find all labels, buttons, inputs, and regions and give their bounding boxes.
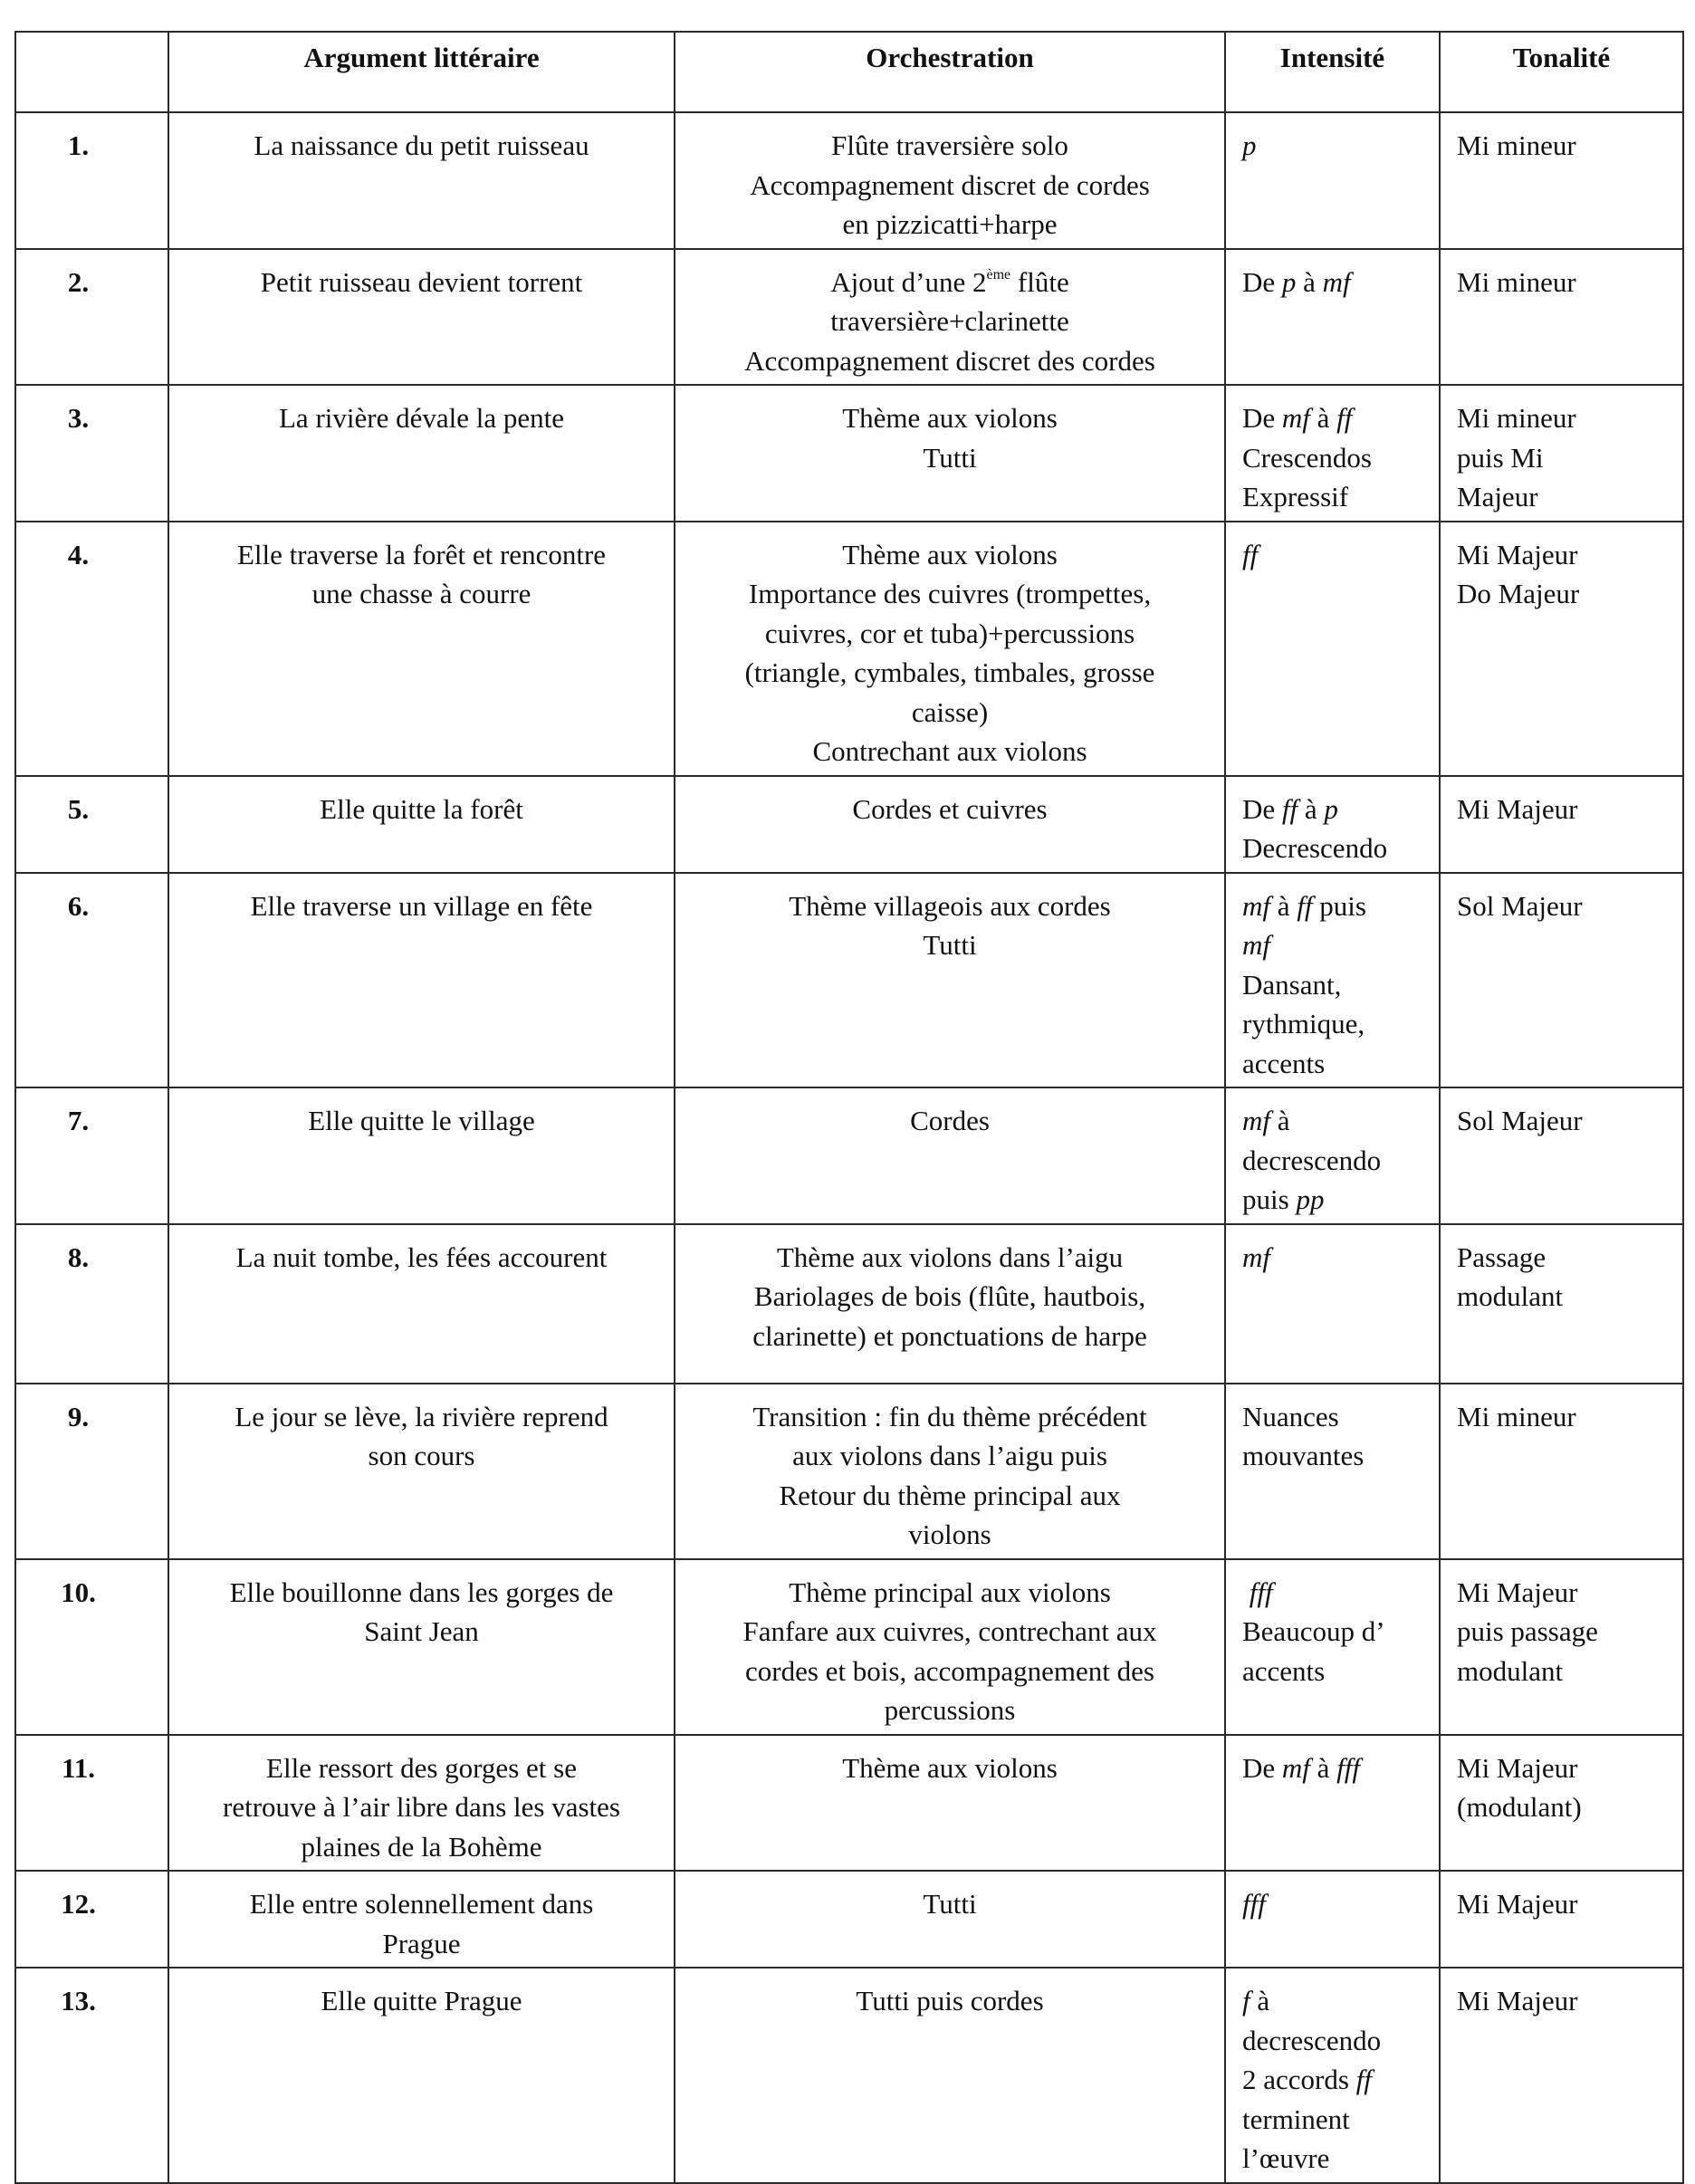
tonalite-line: modulant [1457,1280,1564,1312]
table-row [15,1559,1683,1735]
orchestration-line: Tutti [923,441,977,474]
dynamic-marking: f [1242,1985,1250,2016]
tonalite-line: Passage [1457,1240,1547,1273]
tonalite-line: Sol Majeur [1457,889,1583,922]
orchestration-line: Thème villageois aux cordes [789,889,1111,922]
table-row [15,1735,1683,1872]
argument-cell [168,1384,675,1559]
orchestration-line: cordes et bois, accompagnement des [745,1654,1154,1687]
table-row [15,1384,1683,1559]
argument-cell [168,112,675,249]
orchestration-line: Tutti puis cordes [856,1985,1044,2016]
argument-line: Petit ruisseau devient torrent [260,265,583,298]
orchestration-line: Thème principal aux violons [789,1576,1111,1608]
dynamic-marking: ff [1297,889,1313,922]
orchestration-cell [675,1559,1225,1735]
argument-line: La naissance du petit ruisseau [254,129,589,161]
argument-cell [168,776,675,873]
orchestration-cell [675,385,1225,522]
dynamic-marking: fff [1336,1751,1361,1784]
intensite-line: accents [1242,1047,1326,1079]
dynamic-marking: p [1242,129,1257,161]
argument-cell [168,522,675,776]
symphonic-poem-table [14,31,1684,2184]
row-number: 4. [15,522,168,776]
orchestration-line: Retour du thème principal aux [779,1479,1121,1511]
table-row [15,1224,1683,1384]
argument-line: Elle quitte la forêt [320,792,523,825]
tonalite-line: puis passage [1457,1615,1598,1647]
intensite-line: decrescendo [1242,2024,1382,2056]
orchestration-line: Transition : fin du thème précédent [752,1400,1147,1432]
orchestration-line: Fanfare aux cuivres, contrechant aux [742,1615,1157,1647]
intensite-line: l’œuvre [1242,2142,1330,2174]
dynamic-marking: p [1324,792,1338,825]
orchestration-cell [675,1087,1225,1224]
orchestration-line: aux violons dans l’aigu puis [792,1440,1107,1471]
orchestration-line: caisse) [911,695,989,728]
row-number: 12. [15,1871,168,1968]
argument-line: Elle quitte Prague [321,1985,522,2016]
table-row [15,385,1683,522]
row-number: 7. [15,1087,168,1224]
header-tonalite: Tonalité [1440,32,1683,112]
table-row [15,1871,1683,1968]
intensite-line: Dansant, [1242,968,1342,1001]
orchestration-cell [675,873,1225,1088]
intensite-cell: mf à ff puis mf Dansant, rythmique, accents [1225,873,1440,1088]
intensite-cell: De ff à p Decrescendo [1225,776,1440,873]
orchestration-line: traversière+clarinette [830,305,1069,337]
dynamic-marking: mf [1242,929,1270,961]
tonalite-cell [1440,1735,1683,1872]
row-number: 6. [15,873,168,1088]
row-number: 5. [15,776,168,873]
document-page [14,31,1682,2184]
argument-line: une chasse à courre [311,578,531,609]
argument-line: Elle traverse un village en fête [250,889,593,922]
intensite-line: Beaucoup d’ [1242,1615,1385,1647]
intensite-line: Expressif [1242,481,1349,512]
orchestration-line: violons [908,1518,991,1550]
dynamic-marking: ff [1336,402,1353,434]
argument-cell [168,1735,675,1872]
tonalite-cell [1440,1087,1683,1224]
tonalite-line: Mi Majeur [1457,1888,1578,1920]
argument-line: Elle ressort des gorges et se [266,1751,577,1784]
orchestration-line: Tutti [923,1888,977,1920]
table-row [15,776,1683,873]
dynamic-marking: mf [1242,1105,1270,1136]
dynamic-marking: mf [1281,402,1310,434]
argument-cell [168,1871,675,1968]
intensite-cell [1225,1224,1440,1384]
tonalite-line: Mi Majeur [1457,1576,1578,1608]
orchestration-cell [675,1224,1225,1384]
orchestration-cell [675,112,1225,249]
argument-line: retrouve à l’air libre dans les vastes [223,1791,620,1823]
tonalite-cell [1440,112,1683,249]
table-row [15,1968,1683,2183]
argument-line: son cours [368,1440,475,1471]
orchestration-line: en pizzicatti+harpe [842,208,1058,240]
argument-line: Le jour se lève, la rivière reprend [235,1400,608,1432]
dynamic-marking: fff [1249,1576,1273,1608]
tonalite-cell [1440,873,1683,1088]
dynamic-marking: mf [1281,1751,1310,1784]
tonalite-cell [1440,385,1683,522]
orchestration-cell [675,1871,1225,1968]
tonalite-line: (modulant) [1457,1791,1582,1823]
orchestration-cell [675,1384,1225,1559]
argument-line: Saint Jean [364,1615,479,1647]
tonalite-cell [1440,249,1683,386]
intensite-cell [1225,522,1440,776]
orchestration-cell [675,776,1225,873]
row-number: 1. [15,112,168,249]
tonalite-line: puis Mi [1457,441,1544,474]
dynamic-marking: ff [1355,2064,1372,2095]
table-row [15,249,1683,386]
table-row [15,112,1683,249]
dynamic-marking: ff [1242,538,1259,570]
intensite-line: Nuances [1242,1400,1339,1432]
intensite-line: decrescendo [1242,1144,1382,1176]
tonalite-line: Mi mineur [1457,265,1576,298]
orchestration-line: (triangle, cymbales, timbales, grosse [744,656,1155,688]
argument-cell [168,1968,675,2183]
intensite-cell: De mf à ff Crescendos Expressif [1225,385,1440,522]
orchestration-cell [675,522,1225,776]
table-row [15,1087,1683,1224]
header-argument: Argument littéraire [168,32,675,112]
intensite-line: accents [1242,1654,1326,1687]
tonalite-cell [1440,1968,1683,2183]
orchestration-line: Cordes et cuivres [852,792,1048,825]
row-number: 9. [15,1384,168,1559]
tonalite-line: modulant [1457,1654,1564,1687]
orchestration-line: cuivres, cor et tuba)+percussions [764,617,1135,649]
header-num [15,32,168,112]
argument-cell [168,873,675,1088]
orchestration-line: Tutti [923,929,977,961]
tonalite-line: Mi mineur [1457,402,1576,434]
orchestration-line: Cordes [910,1105,990,1136]
argument-cell [168,1559,675,1735]
tonalite-line: Mi Majeur [1457,538,1578,570]
dynamic-marking: mf [1322,265,1351,298]
dynamic-marking: p [1281,265,1297,298]
orchestration-line: Bariolages de bois (flûte, hautbois, [753,1280,1146,1312]
argument-line: Elle bouillonne dans les gorges de [229,1576,614,1608]
tonalite-cell [1440,522,1683,776]
superscript: ème [986,266,1011,283]
tonalite-line: Mi Majeur [1457,1751,1578,1784]
orchestration-line: Thème aux violons [842,1751,1058,1784]
header-intensite: Intensité [1225,32,1440,112]
intensite-cell [1225,1384,1440,1559]
tonalite-cell [1440,1871,1683,1968]
orchestration-line: Thème aux violons dans l’aigu [776,1240,1124,1273]
intensite-cell: De mf à fff [1225,1735,1440,1872]
intensite-cell: De p à mf [1225,249,1440,386]
argument-line: La rivière dévale la pente [279,402,564,434]
intensite-line: rythmique, [1242,1008,1365,1039]
row-number: 10. [15,1559,168,1735]
dynamic-marking: pp [1296,1183,1325,1215]
intensite-line: Decrescendo [1242,832,1388,864]
orchestration-cell [675,249,1225,386]
argument-cell [168,1224,675,1384]
row-number: 8. [15,1224,168,1384]
table-row [15,522,1683,776]
argument-line: Elle quitte le village [308,1105,535,1136]
tonalite-line: Mi mineur [1457,129,1576,161]
orchestration-line: Flûte traversière solo [831,129,1068,161]
argument-line: Elle entre solennellement dans [249,1888,594,1920]
orchestration-line: Importance des cuivres (trompettes, [748,578,1152,609]
argument-line: Prague [382,1927,461,1959]
intensite-cell [1225,1559,1440,1735]
orchestration-line: Contrechant aux violons [812,735,1087,767]
tonalite-line: Majeur [1457,481,1538,512]
orchestration-line: Accompagnement discret des cordes [744,344,1155,377]
tonalite-cell [1440,1384,1683,1559]
tonalite-line: Sol Majeur [1457,1105,1583,1136]
tonalite-line: Do Majeur [1457,578,1580,609]
orchestration-line: Thème aux violons [842,538,1058,570]
dynamic-marking: mf [1242,1240,1270,1273]
dynamic-marking: fff [1242,1888,1266,1920]
intensite-cell: mf à decrescendo puis pp [1225,1087,1440,1224]
intensite-cell: f à decrescendo 2 accords ff terminent l’œuvre [1225,1968,1440,2183]
orchestration-line: Ajout d’une 2ème flûte [830,265,1069,298]
tonalite-cell [1440,776,1683,873]
row-number: 3. [15,385,168,522]
row-number: 13. [15,1968,168,2183]
intensite-line: Crescendos [1242,441,1372,474]
dynamic-marking: ff [1281,792,1298,825]
argument-line: plaines de la Bohème [301,1830,542,1863]
argument-cell [168,1087,675,1224]
intensite-line: terminent [1242,2103,1350,2135]
intensite-cell [1225,1871,1440,1968]
orchestration-line: clarinette) et ponctuations de harpe [752,1319,1147,1352]
tonalite-line: Mi mineur [1457,1400,1576,1432]
table-row [15,873,1683,1088]
dynamic-marking: mf [1242,889,1270,922]
tonalite-line: Mi Majeur [1457,792,1578,825]
argument-line: La nuit tombe, les fées accourent [235,1240,608,1273]
orchestration-line: percussions [884,1694,1016,1726]
row-number: 2. [15,249,168,386]
argument-cell [168,249,675,386]
orchestration-cell [675,1735,1225,1872]
header-row [15,32,1683,112]
orchestration-line: Accompagnement discret de cordes [750,168,1150,201]
tonalite-line: Mi Majeur [1457,1985,1578,2016]
tonalite-cell [1440,1224,1683,1384]
intensite-line: mouvantes [1242,1440,1365,1471]
header-orchestration: Orchestration [675,32,1225,112]
row-number: 11. [15,1735,168,1872]
argument-cell [168,385,675,522]
orchestration-line: Thème aux violons [842,402,1058,434]
intensite-cell [1225,112,1440,249]
argument-line: Elle traverse la forêt et rencontre [236,538,607,570]
tonalite-cell [1440,1559,1683,1735]
orchestration-cell [675,1968,1225,2183]
